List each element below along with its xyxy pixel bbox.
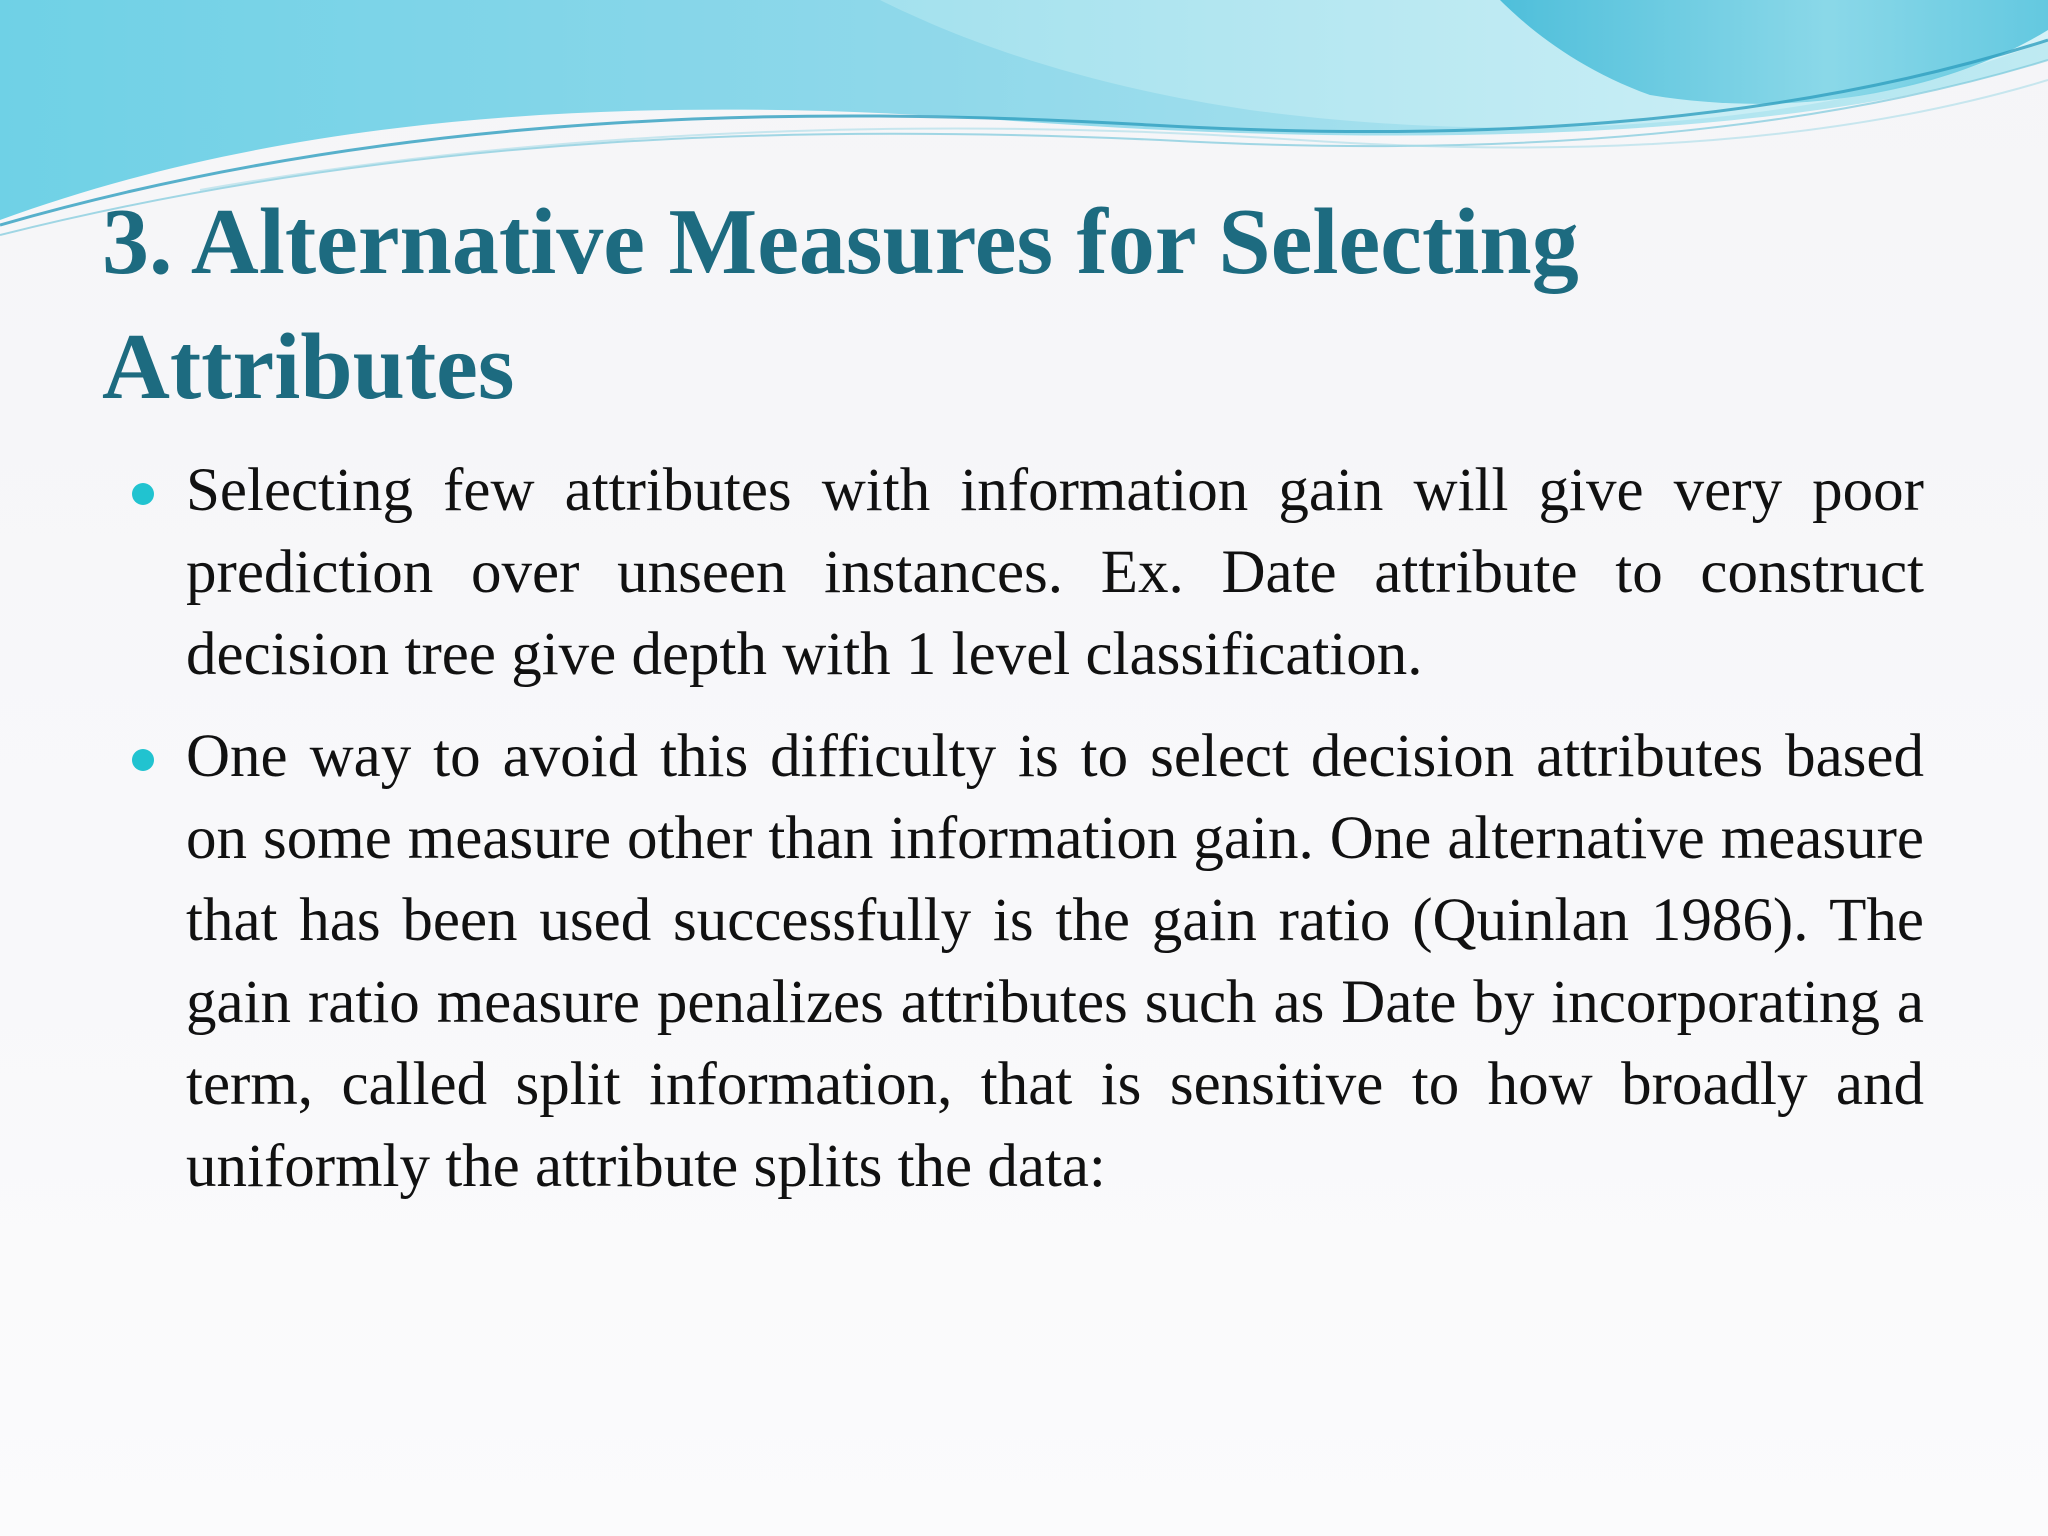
bullet-dot-icon: [132, 483, 154, 505]
bullet-item: [128, 450, 1924, 696]
bullet-text: One way to avoid this difficulty is to select decision attributes based on some measure other than information gain. One alternative measure that has been used successfully is the gain ratio (Quinlan 1986). The gain ratio measure penalizes attributes such as Date by incorporating a term, called split information, that is sensitive to how broadly and uniformly the attribute splits the data:: [186, 723, 1924, 1200]
bullet-dot-icon: [132, 749, 154, 771]
bullet-list: [128, 450, 1924, 1228]
bullet-item: [128, 716, 1924, 1208]
slide-title: 3. Alternative Measures for Selecting Attributes: [102, 190, 1579, 419]
bullet-text: Selecting few attributes with information gain will give very poor prediction over unseen instances. Ex. Date attribute to construct decision tree give depth with 1 level classification.: [186, 457, 1924, 688]
